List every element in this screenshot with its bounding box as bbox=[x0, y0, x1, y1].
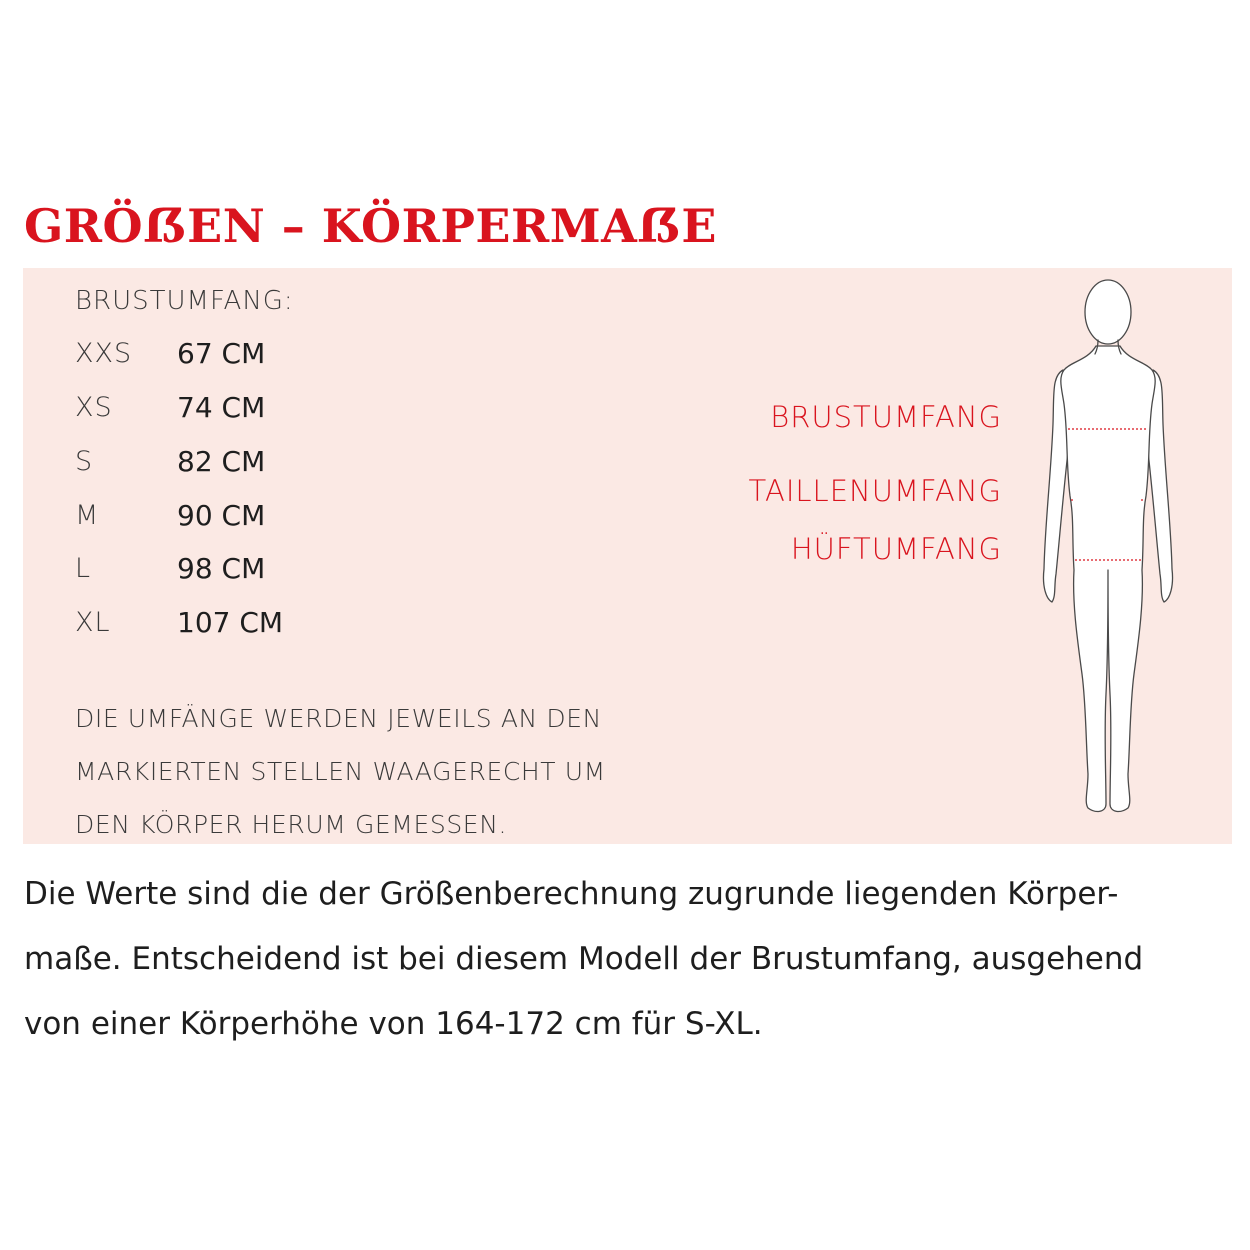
size-code: XS bbox=[75, 392, 113, 423]
size-value: 107 CM bbox=[177, 606, 284, 639]
note-line: DEN KÖRPER HERUM GEMESSEN. bbox=[75, 810, 508, 839]
footer-line: von einer Körperhöhe von 164-172 cm für S-XL. bbox=[24, 1006, 763, 1042]
chest-measure-label: BRUSTUMFANG bbox=[770, 400, 1002, 434]
size-value: 82 CM bbox=[177, 445, 266, 478]
size-chart-panel bbox=[23, 268, 1232, 844]
waist-measure-label: TAILLENUMFANG bbox=[748, 474, 1002, 508]
size-value: 67 CM bbox=[177, 337, 266, 370]
size-code: XXS bbox=[75, 338, 133, 369]
page-title: GRÖẞEN – KÖRPERMAẞE bbox=[24, 199, 717, 253]
footer-line: Die Werte sind die der Größenberechnung zugrunde liegenden Körper- bbox=[24, 876, 1119, 912]
size-code: S bbox=[75, 446, 94, 477]
note-line: MARKIERTEN STELLEN WAAGERECHT UM bbox=[75, 757, 606, 786]
size-explanation-text bbox=[24, 862, 1224, 1057]
hip-measure-label: HÜFTUMFANG bbox=[790, 532, 1002, 566]
size-value: 74 CM bbox=[177, 391, 266, 424]
note-line: DIE UMFÄNGE WERDEN JEWEILS AN DEN bbox=[75, 704, 602, 733]
size-code: M bbox=[75, 500, 100, 531]
footer-line: maße. Entscheidend ist bei diesem Modell der Brustumfang, ausgehend bbox=[24, 941, 1144, 977]
size-value: 90 CM bbox=[177, 499, 266, 532]
chest-heading: BRUSTUMFANG: bbox=[75, 286, 294, 316]
measurement-note bbox=[75, 692, 606, 851]
size-code: L bbox=[75, 553, 92, 584]
size-code: XL bbox=[75, 607, 111, 638]
body-silhouette-icon bbox=[1018, 274, 1208, 834]
size-value: 98 CM bbox=[177, 552, 266, 585]
